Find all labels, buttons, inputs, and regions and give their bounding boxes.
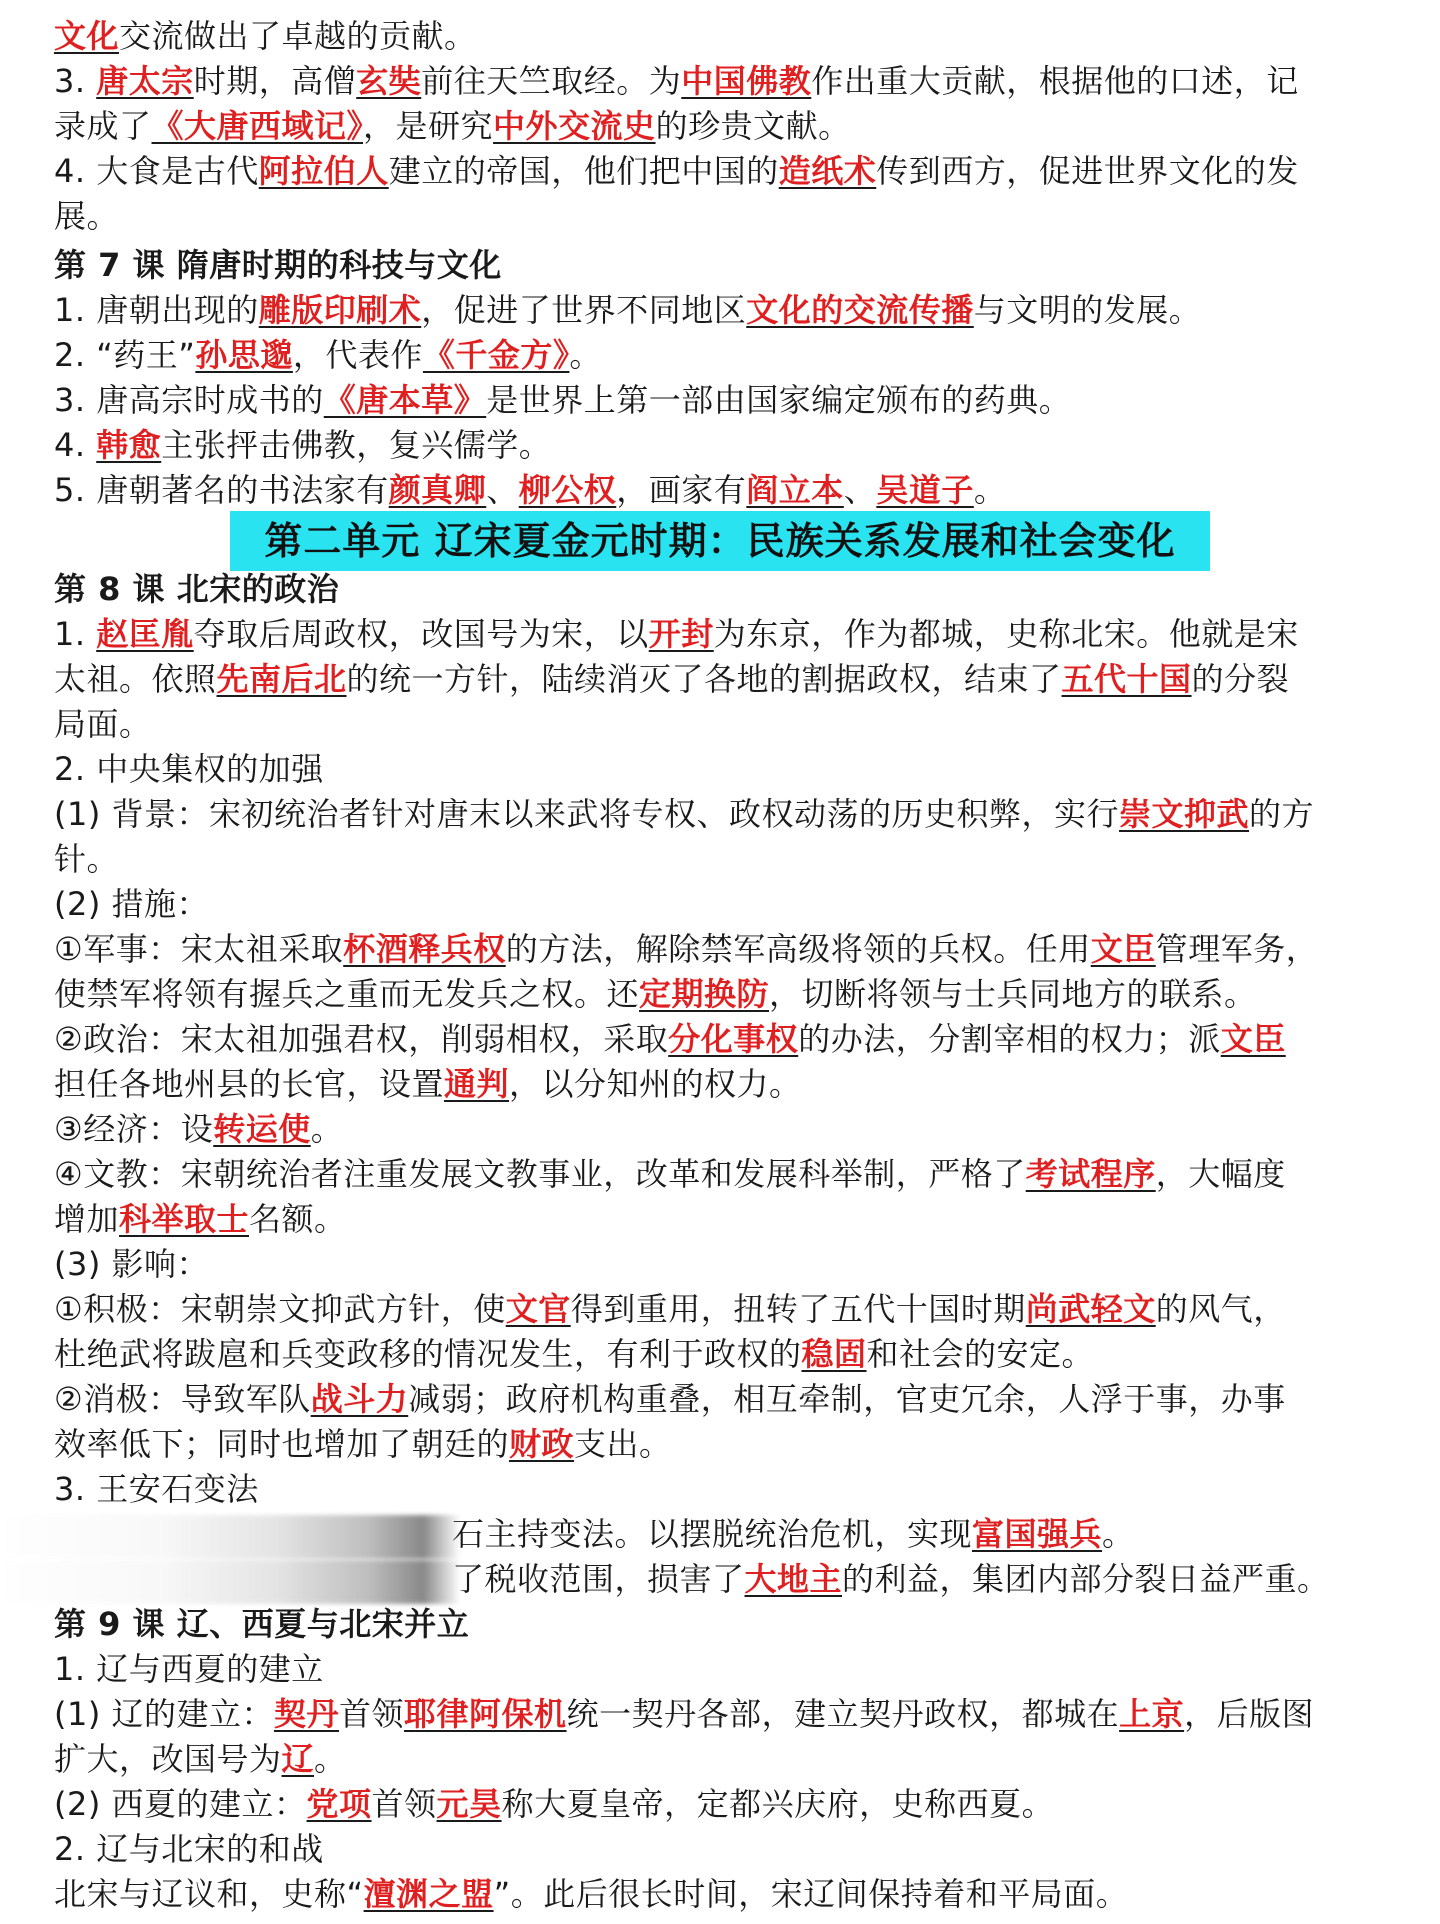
text-line [452,1557,1392,1601]
key-term: 阎立本 [746,471,844,509]
key-term: 文化的交流传播 [746,291,974,329]
text-line [54,1017,1392,1061]
text-segment: 2. 中央集权的加强 [54,750,324,788]
key-term: 柳公权 [518,471,617,509]
key-term: 唐太宗 [96,62,194,100]
text-segment: 减弱；政府机构重叠，相互牵制，官吏冗余，人浮于事，办事 [408,1380,1286,1418]
text-segment: 的分裂 [1191,660,1290,698]
text-segment: 2. 辽与北宋的和战 [54,1830,324,1868]
text-segment: 的珍贵文献。 [655,107,851,145]
text-line [54,1647,1392,1691]
blur-smudge [0,1515,460,1559]
text-segment: 担任各地州县的长官，设置 [54,1065,445,1103]
text-segment: 的统一方针，陆续消灭了各地的割据政权，结束了 [346,660,1062,698]
key-term: 财政 [509,1425,575,1463]
key-term: 稳固 [801,1335,867,1373]
text-segment: 、 [843,471,877,509]
text-line [54,1602,1392,1646]
key-term: 文臣 [1220,1020,1286,1058]
text-line [54,1872,1392,1916]
text-line [54,657,1392,701]
text-segment: ①军事：宋太祖采取 [54,930,344,968]
text-segment: 得到重用，扭转了五代十国时期 [570,1290,1026,1328]
key-term: 韩愈 [96,426,162,464]
text-line [54,423,1392,467]
text-line [54,1062,1392,1106]
text-line [54,194,1392,238]
key-term: 《大唐西域记》 [151,107,364,145]
key-term: 中外交流史 [493,107,656,145]
text-segment: (1) 背景：宋初统治者针对唐末以来武将专权、政权动荡的历史积弊，实行 [54,795,1120,833]
text-segment: 增加 [54,1200,120,1238]
text-line [54,1107,1392,1151]
text-segment: 传到西方，促进世界文化的发 [876,152,1299,190]
key-term: 元昊 [436,1785,502,1823]
text-segment: 北宋与辽议和，史称“ [54,1875,364,1913]
text-segment: ，代表作 [292,336,423,374]
text-segment: ③经济：设 [54,1110,214,1148]
text-segment: 的方 [1249,795,1315,833]
key-term: 党项 [306,1785,372,1823]
key-term: 考试程序 [1025,1155,1156,1193]
text-line [54,1692,1392,1736]
text-segment: ②政治：宋太祖加强君权，削弱相权，采取 [54,1020,669,1058]
text-segment: 录成了 [54,107,152,145]
text-segment: 夺取后周政权，改国号为宋，以 [193,615,649,653]
text-line [54,243,1392,287]
text-segment: 太祖。依照 [54,660,217,698]
text-segment: 。 [310,1110,344,1148]
text-segment: 。 [569,336,602,374]
text-segment: 首领 [339,1695,405,1733]
text-line [54,612,1392,656]
text-line [54,1827,1392,1871]
text-segment: 展。 [54,197,120,235]
text-line [54,1422,1392,1466]
text-segment: 是世界上第一部由国家编定颁布的药典。 [486,381,1072,419]
text-segment: 3. 王安石变法 [54,1470,259,1508]
text-segment: ，画家有 [616,471,747,509]
text-segment: 了税收范围，损害了 [452,1560,745,1598]
key-term: 科举取士 [119,1200,250,1238]
text-segment: 名额。 [249,1200,347,1238]
text-segment: 、 [486,471,519,509]
key-term: 耶律阿保机 [404,1695,567,1733]
text-line [54,1737,1392,1781]
key-term: 大地主 [744,1560,843,1598]
text-segment: ②消极：导致军队 [54,1380,311,1418]
text-segment: 1. 辽与西夏的建立 [54,1650,324,1688]
key-term: 阿拉伯人 [258,152,389,190]
unit-title: 第二单元 辽宋夏金元时期：民族关系发展和社会变化 [264,519,1176,563]
key-term: 通判 [444,1065,510,1103]
text-segment: 统一契丹各部，建立契丹政权，都城在 [566,1695,1120,1733]
text-line [54,747,1392,791]
text-segment: (2) 措施： [54,885,210,923]
text-segment: 的方法，解除禁军高级将领的兵权。任用 [505,930,1091,968]
text-segment: 建立的帝国，他们把中国的 [388,152,779,190]
key-term: 战斗力 [310,1380,409,1418]
lesson-heading: 第 7 课 隋唐时期的科技与文化 [54,246,502,284]
text-segment: 与文明的发展。 [973,291,1202,329]
text-line [54,972,1392,1016]
text-segment: ，促进了世界不同地区 [421,291,747,329]
text-line [54,1152,1392,1196]
text-line [54,288,1392,332]
key-term: 文官 [505,1290,571,1328]
key-term: 五代十国 [1061,660,1192,698]
key-term: 《千金方》 [422,336,570,374]
text-segment: ，后版图 [1184,1695,1315,1733]
text-segment: 。 [973,471,1007,509]
text-segment: 扩大，改国号为 [54,1740,282,1778]
text-line [54,1782,1392,1826]
lesson-heading: 第 9 课 辽、西夏与北宋并立 [54,1605,470,1643]
key-term: 崇文抑武 [1119,795,1250,833]
text-line [54,333,1392,377]
text-segment: 效率低下；同时也增加了朝廷的 [54,1425,510,1463]
text-segment: ④文教：宋朝统治者注重发展文教事业，改革和发展科举制，严格了 [54,1155,1026,1193]
text-segment: (2) 西夏的建立： [54,1785,307,1823]
text-segment: 时期，高僧 [193,62,357,100]
key-term: 上京 [1119,1695,1185,1733]
key-term: 转运使 [213,1110,311,1148]
text-line [452,1512,1392,1556]
text-segment: 。 [1102,1515,1135,1553]
key-term: 杯酒释兵权 [343,930,506,968]
text-line [54,104,1392,148]
text-segment: 前往天竺取经。为 [421,62,682,100]
key-term: 文臣 [1090,930,1156,968]
text-segment: 3. 唐高宗时成书的 [54,381,324,419]
key-term: 赵匡胤 [96,615,194,653]
text-segment: 和社会的安定。 [866,1335,1095,1373]
text-segment: 支出。 [574,1425,672,1463]
text-segment: ，切断将领与士兵同地方的联系。 [769,975,1257,1013]
text-line [54,927,1392,971]
key-term: 先南后北 [216,660,347,698]
key-term: 定期换防 [639,975,770,1013]
key-term: 孙思邈 [195,336,293,374]
text-segment: 使禁军将领有握兵之重而无发兵之权。还 [54,975,640,1013]
text-segment: ①积极：宋朝崇文抑武方针，使 [54,1290,506,1328]
text-segment: 1. [54,615,97,653]
text-segment: 4. 大食是古代 [54,152,259,190]
text-line [54,378,1392,422]
key-term: 开封 [648,615,714,653]
text-segment: 作出重大贡献，根据他的口述，记 [811,62,1299,100]
key-term: 文化 [54,17,120,55]
text-segment: 交流做出了卓越的贡献。 [119,17,477,55]
key-term: 颜真卿 [388,471,487,509]
text-segment: 5. 唐朝著名的书法家有 [54,471,389,509]
key-term: 玄奘 [356,62,422,100]
text-line [54,1377,1392,1421]
text-segment: (3) 影响： [54,1245,210,1283]
text-segment: 4. [54,426,97,464]
key-term: 富国强兵 [972,1515,1103,1553]
key-term: 雕版印刷术 [258,291,422,329]
text-line [54,14,1392,58]
text-line [54,837,1392,881]
text-segment: ，大幅度 [1155,1155,1286,1193]
text-segment: 针。 [54,840,120,878]
text-line [54,1287,1392,1331]
key-term: 契丹 [274,1695,340,1733]
lesson-heading: 第 8 课 北宋的政治 [54,570,340,608]
text-segment: 局面。 [54,705,152,743]
text-segment: 称大夏皇帝，定都兴庆府，史称西夏。 [501,1785,1055,1823]
text-line [54,702,1392,746]
text-line [54,468,1392,512]
text-segment: 首领 [371,1785,437,1823]
text-segment: ，以分知州的权力。 [509,1065,802,1103]
text-segment: ，是研究 [363,107,494,145]
text-segment: 。 [314,1740,347,1778]
text-segment: 的风气， [1155,1290,1286,1328]
key-term: 尚武轻文 [1025,1290,1156,1328]
text-segment: 的利益，集团内部分裂日益严重。 [842,1560,1330,1598]
text-segment: 主张抨击佛教，复兴儒学。 [161,426,552,464]
key-term: 澶渊之盟 [363,1875,494,1913]
blur-smudge [0,1560,460,1604]
text-segment: (1) 辽的建立： [54,1695,275,1733]
text-line [54,792,1392,836]
text-segment: 石主持变法。以摆脱统治危机，实现 [452,1515,973,1553]
text-segment: 杜绝武将跋扈和兵变政移的情况发生，有利于政权的 [54,1335,802,1373]
key-term: 造纸术 [778,152,877,190]
text-segment: 3. [54,62,97,100]
key-term: 《唐本草》 [323,381,487,419]
unit-title-banner [230,511,1210,571]
text-line [54,149,1392,193]
text-line [54,567,1392,611]
text-line [54,1467,1392,1511]
text-line [54,1197,1392,1241]
key-term: 辽 [281,1740,315,1778]
text-line [54,882,1392,926]
text-segment: 为东京，作为都城，史称北宋。他就是宋 [713,615,1299,653]
text-segment: 1. 唐朝出现的 [54,291,259,329]
text-segment: 管理军务， [1155,930,1319,968]
text-segment: 的办法，分割宰相的权力；派 [798,1020,1221,1058]
key-term: 中国佛教 [681,62,812,100]
key-term: 分化事权 [668,1020,799,1058]
text-line [54,1332,1392,1376]
text-segment: 2. “药王” [54,336,196,374]
text-line [54,1242,1392,1286]
key-term: 吴道子 [876,471,974,509]
text-segment: ”。此后很长时间，宋辽间保持着和平局面。 [493,1875,1129,1913]
text-line [54,59,1392,103]
